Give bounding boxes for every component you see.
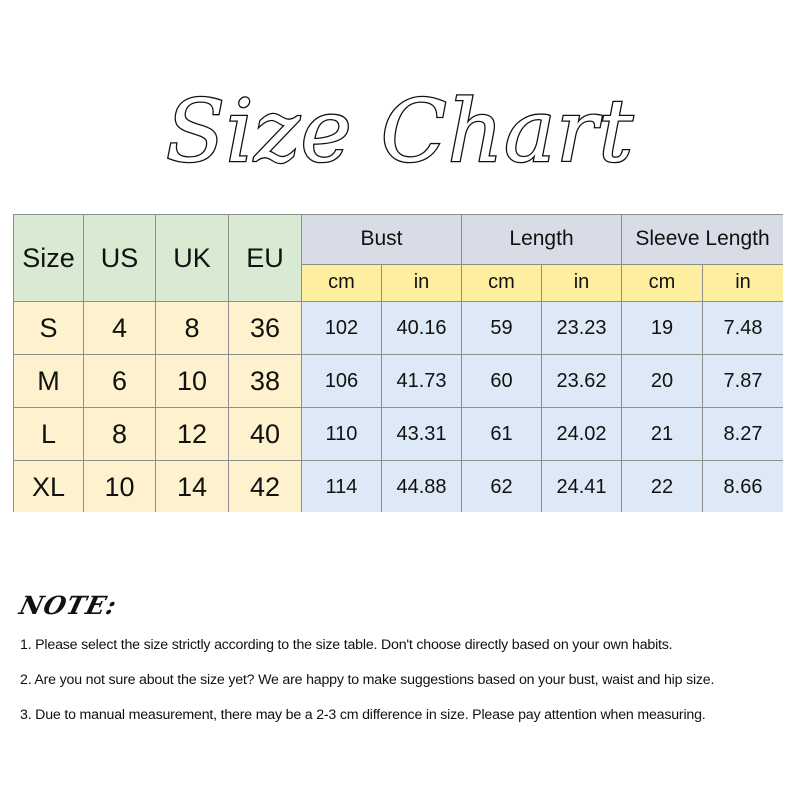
cell-size: M xyxy=(14,355,84,408)
cell-size: XL xyxy=(14,461,84,513)
table-row xyxy=(14,408,784,461)
cell-bust-in: 40.16 xyxy=(382,302,462,355)
cell-eu: 38 xyxy=(229,355,302,408)
header-eu: EU xyxy=(229,215,302,302)
cell-sleeve-in: 8.27 xyxy=(703,408,783,461)
size-table xyxy=(13,214,783,512)
cell-sleeve-cm: 22 xyxy=(622,461,703,513)
cell-uk: 10 xyxy=(156,355,229,408)
cell-length-cm: 62 xyxy=(462,461,542,513)
cell-bust-in: 41.73 xyxy=(382,355,462,408)
size-table-container xyxy=(13,214,783,512)
cell-uk: 12 xyxy=(156,408,229,461)
table-header-row xyxy=(14,215,784,265)
cell-sleeve-in: 8.66 xyxy=(703,461,783,513)
unit-sleeve-cm: cm xyxy=(622,264,703,301)
unit-length-cm: cm xyxy=(462,264,542,301)
cell-bust-in: 44.88 xyxy=(382,461,462,513)
cell-length-in: 24.02 xyxy=(542,408,622,461)
cell-eu: 40 xyxy=(229,408,302,461)
cell-bust-cm: 106 xyxy=(302,355,382,408)
cell-eu: 36 xyxy=(229,302,302,355)
cell-eu: 42 xyxy=(229,461,302,513)
cell-sleeve-in: 7.87 xyxy=(703,355,783,408)
header-size: Size xyxy=(14,215,84,302)
cell-length-cm: 61 xyxy=(462,408,542,461)
cell-uk: 8 xyxy=(156,302,229,355)
cell-length-in: 23.23 xyxy=(542,302,622,355)
cell-us: 8 xyxy=(84,408,156,461)
cell-us: 10 xyxy=(84,461,156,513)
unit-length-in: in xyxy=(542,264,622,301)
cell-sleeve-cm: 21 xyxy=(622,408,703,461)
unit-bust-cm: cm xyxy=(302,264,382,301)
cell-bust-cm: 102 xyxy=(302,302,382,355)
header-sleeve-length: Sleeve Length xyxy=(622,215,783,265)
note-item: 1. Please select the size strictly according to the size table. Don't choose directly based on your own habits. xyxy=(20,637,673,653)
cell-bust-cm: 114 xyxy=(302,461,382,513)
cell-us: 6 xyxy=(84,355,156,408)
header-bust: Bust xyxy=(302,215,462,265)
table-row xyxy=(14,461,784,513)
cell-sleeve-cm: 19 xyxy=(622,302,703,355)
cell-size: L xyxy=(14,408,84,461)
cell-bust-in: 43.31 xyxy=(382,408,462,461)
header-length: Length xyxy=(462,215,622,265)
cell-length-in: 24.41 xyxy=(542,461,622,513)
cell-us: 4 xyxy=(84,302,156,355)
cell-length-cm: 59 xyxy=(462,302,542,355)
cell-uk: 14 xyxy=(156,461,229,513)
cell-length-cm: 60 xyxy=(462,355,542,408)
note-heading: NOTE: xyxy=(16,591,121,620)
header-uk: UK xyxy=(156,215,229,302)
cell-size: S xyxy=(14,302,84,355)
cell-bust-cm: 110 xyxy=(302,408,382,461)
size-chart-title: Size Chart xyxy=(165,82,635,182)
table-row xyxy=(14,302,784,355)
note-item: 3. Due to manual measurement, there may be a 2-3 cm difference in size. Please pay attention when measuring. xyxy=(20,707,706,723)
cell-length-in: 23.62 xyxy=(542,355,622,408)
cell-sleeve-in: 7.48 xyxy=(703,302,783,355)
cell-sleeve-cm: 20 xyxy=(622,355,703,408)
note-list xyxy=(20,628,790,728)
unit-sleeve-in: in xyxy=(703,264,783,301)
header-us: US xyxy=(84,215,156,302)
table-row xyxy=(14,355,784,408)
unit-bust-in: in xyxy=(382,264,462,301)
note-item: 2. Are you not sure about the size yet? We are happy to make suggestions based on your bust, waist and hip size. xyxy=(20,672,715,688)
